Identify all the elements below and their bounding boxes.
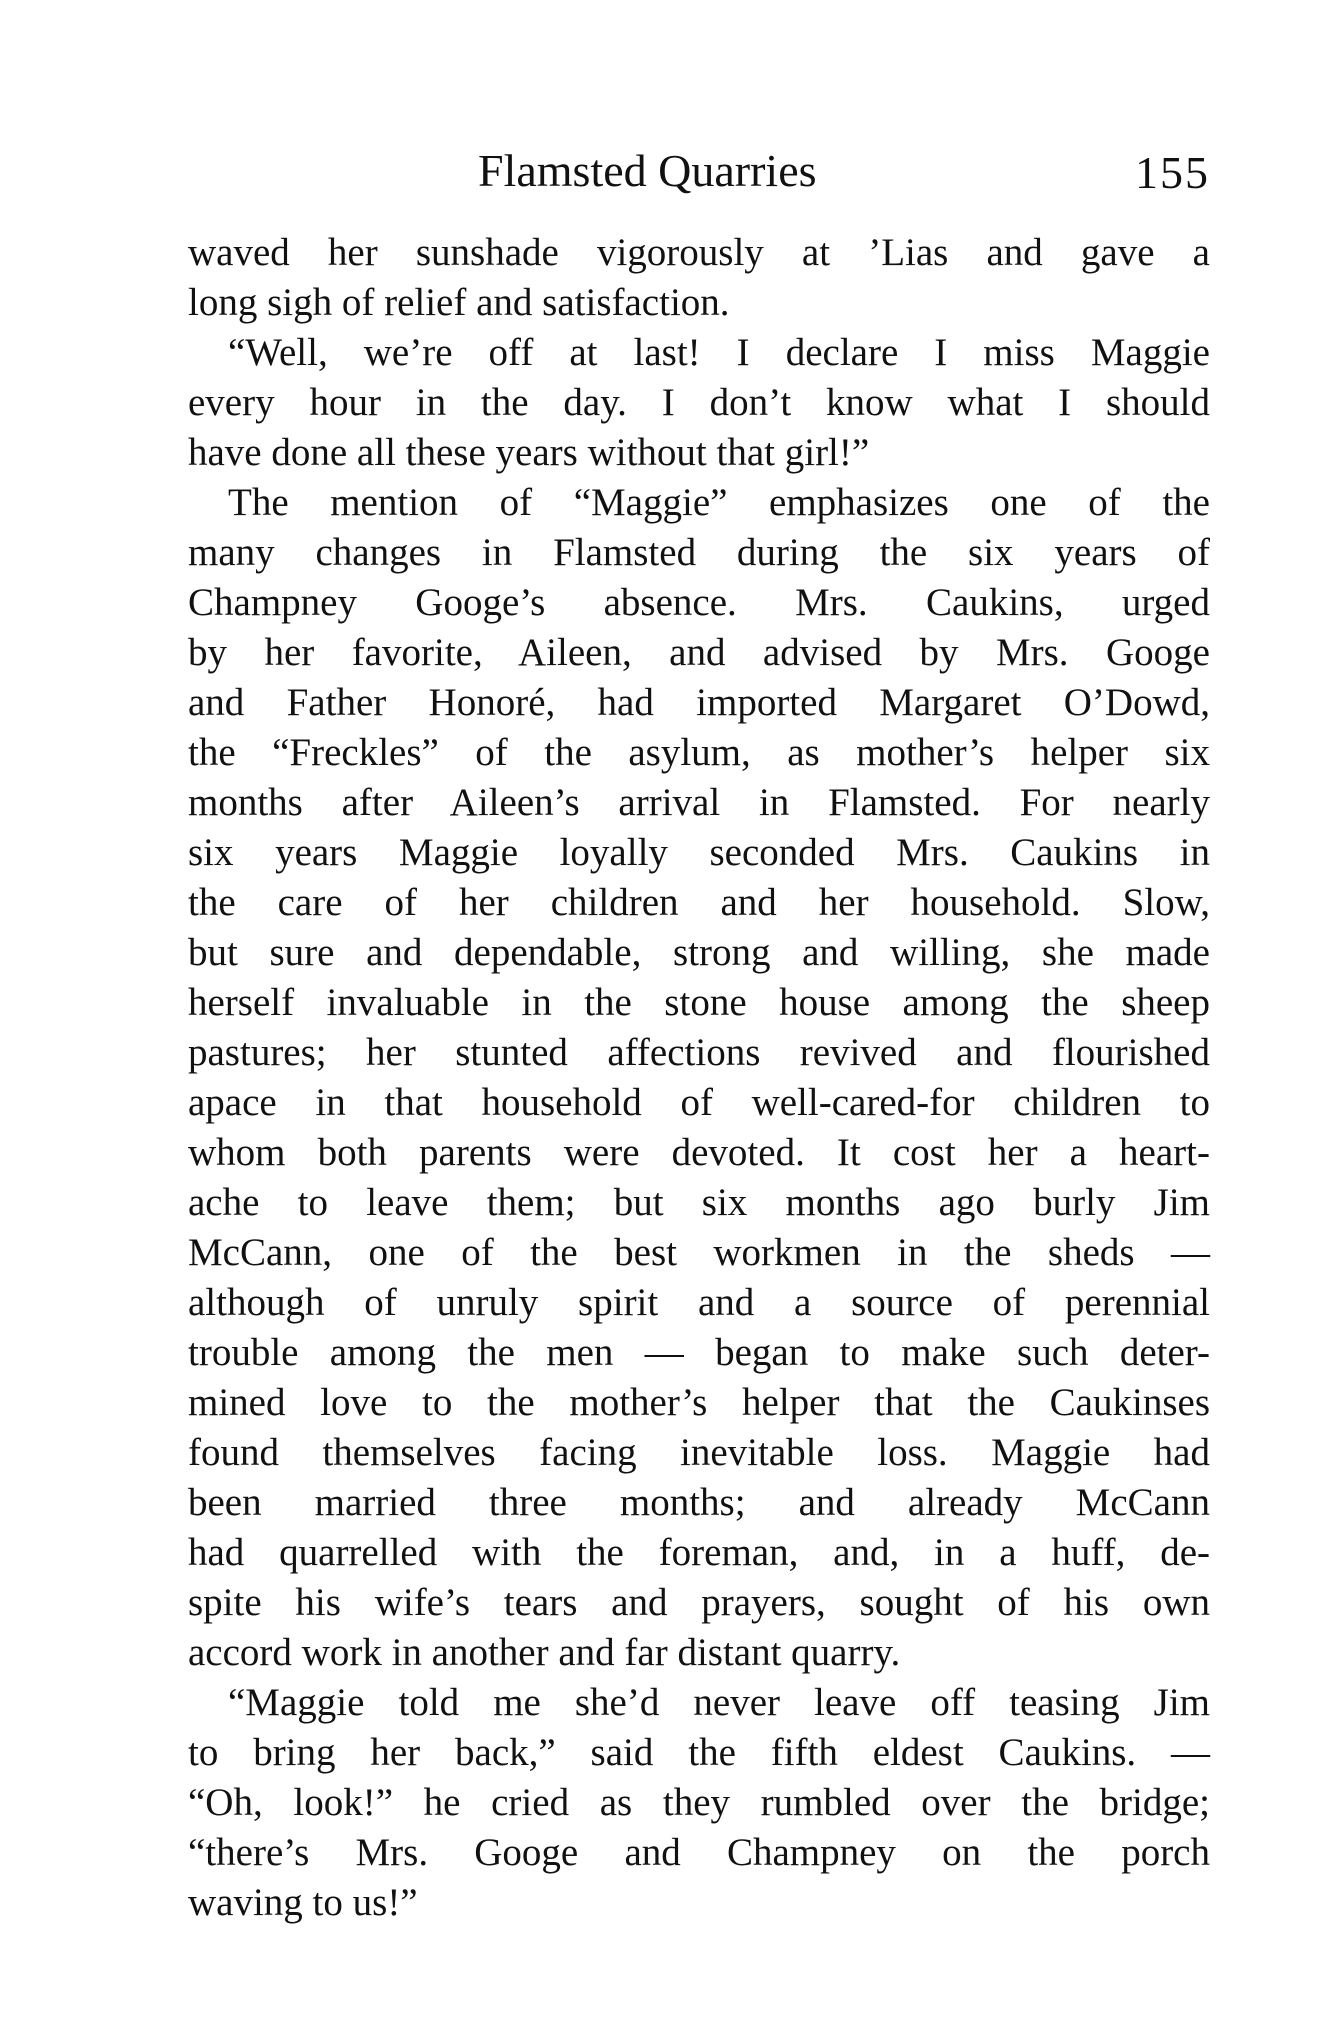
text-line: spite his wife’s tears and prayers, sought of his own xyxy=(188,1581,1210,1624)
running-title: Flamsted Quarries xyxy=(478,145,817,196)
text-line: ache to leave them; but six months ago burly Jim xyxy=(188,1181,1210,1224)
text-line: mined love to the mother’s helper that the Caukinses xyxy=(188,1381,1210,1424)
text-line: but sure and dependable, strong and willing, she made xyxy=(188,931,1210,974)
text-line: the care of her children and her household. Slow, xyxy=(188,881,1210,924)
text-line: “Oh, look!” he cried as they rumbled over the bridge; xyxy=(188,1781,1210,1824)
text-line: been married three months; and already McCann xyxy=(188,1481,1210,1524)
text-line: apace in that household of well-cared-for children to xyxy=(188,1081,1210,1124)
text-line: trouble among the men — began to make such deter- xyxy=(188,1331,1210,1374)
body-text xyxy=(188,228,1210,1928)
text-line: the “Freckles” of the asylum, as mother’s helper six xyxy=(188,731,1210,774)
text-line: The mention of “Maggie” emphasizes one of the xyxy=(228,481,1210,524)
text-line: although of unruly spirit and a source of perennial xyxy=(188,1281,1210,1324)
text-line: by her favorite, Aileen, and advised by Mrs. Googe xyxy=(188,631,1210,674)
text-line: accord work in another and far distant quarry. xyxy=(188,1631,901,1674)
text-line: McCann, one of the best workmen in the sheds — xyxy=(188,1231,1210,1274)
text-line: to bring her back,” said the fifth eldest Caukins. — xyxy=(188,1731,1210,1774)
text-line: waving to us!” xyxy=(188,1881,418,1924)
text-line: and Father Honoré, had imported Margaret O’Dowd, xyxy=(188,681,1210,724)
text-line: six years Maggie loyally seconded Mrs. Caukins in xyxy=(188,831,1210,874)
text-line: “there’s Mrs. Googe and Champney on the porch xyxy=(188,1831,1210,1874)
text-line: whom both parents were devoted. It cost her a heart- xyxy=(188,1131,1210,1174)
text-line: pastures; her stunted affections revived and flourished xyxy=(188,1031,1210,1074)
text-line: “Well, we’re off at last! I declare I miss Maggie xyxy=(228,331,1210,374)
text-line: waved her sunshade vigorously at ’Lias and gave a xyxy=(188,231,1210,274)
text-line: many changes in Flamsted during the six years of xyxy=(188,531,1210,574)
text-line: Champney Googe’s absence. Mrs. Caukins, urged xyxy=(188,581,1210,624)
text-line: have done all these years without that girl!” xyxy=(188,431,870,474)
text-line: had quarrelled with the foreman, and, in a huff, de- xyxy=(188,1531,1210,1574)
page-header xyxy=(188,140,1210,202)
text-line: every hour in the day. I don’t know what I should xyxy=(188,381,1210,424)
text-line: “Maggie told me she’d never leave off teasing Jim xyxy=(228,1681,1210,1724)
text-line: months after Aileen’s arrival in Flamsted. For nearly xyxy=(188,781,1210,824)
text-line: herself invaluable in the stone house among the sheep xyxy=(188,981,1210,1024)
page-number: 155 xyxy=(1135,147,1210,198)
text-line: found themselves facing inevitable loss. Maggie had xyxy=(188,1431,1210,1474)
text-line: long sigh of relief and satisfaction. xyxy=(188,281,730,324)
